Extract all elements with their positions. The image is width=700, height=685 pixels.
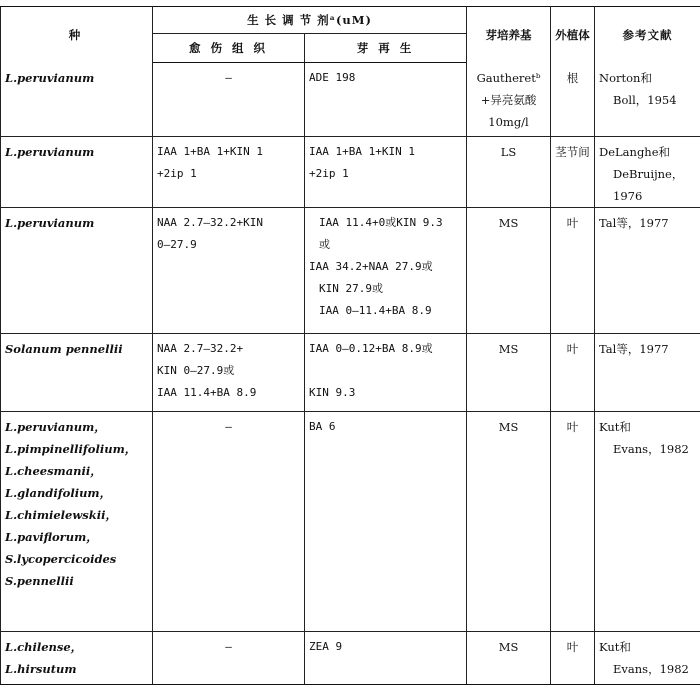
- table-row: [1, 63, 700, 137]
- cell-callus: [153, 208, 305, 334]
- callus-line: KIN 0—27.9或: [157, 364, 235, 377]
- cell-medium: [467, 334, 551, 412]
- medium-line: MS: [498, 420, 519, 434]
- shoot-line: IAA 0—0.12+BA 8.9或: [309, 342, 433, 355]
- cell-reference: [595, 63, 700, 137]
- explant-text: 叶: [566, 640, 579, 654]
- header-callus: 愈 伤 组 织: [153, 34, 305, 63]
- table-body: [1, 63, 700, 685]
- cell-shoot: [305, 412, 467, 632]
- species-line: L.hirsutum: [5, 662, 77, 676]
- cell-reference: [595, 208, 700, 334]
- shoot-line: +2ip 1: [309, 167, 349, 180]
- cell-reference: [595, 334, 700, 412]
- cell-species: [1, 208, 153, 334]
- table-row: [1, 137, 700, 208]
- cell-species: [1, 632, 153, 685]
- explant-text: 叶: [566, 216, 579, 230]
- reference-line: DeBruijne，1976: [613, 167, 684, 203]
- cell-medium: [467, 137, 551, 208]
- explant-text: 叶: [566, 342, 579, 356]
- medium-line: MS: [498, 342, 519, 356]
- reference-line: Kut和: [599, 420, 631, 434]
- shoot-line: IAA 34.2+NAA 27.9或: [309, 260, 433, 273]
- cell-species: [1, 412, 153, 632]
- medium-line: MS: [498, 216, 519, 230]
- shoot-line: 或: [319, 238, 330, 251]
- medium-line: LS: [500, 145, 517, 159]
- callus-line: NAA 2.7—32.2+: [157, 342, 244, 355]
- table-row: [1, 632, 700, 685]
- cell-species: [1, 137, 153, 208]
- reference-line: Evans，1982: [613, 442, 689, 456]
- shoot-line: [309, 360, 462, 382]
- species-line: L.peruvianum: [5, 145, 95, 159]
- regeneration-table: [0, 6, 700, 685]
- species-line: L.chimielewskii，: [5, 508, 117, 522]
- species-line: S.lycopercicoides: [5, 552, 117, 566]
- header-explant: 外植体: [551, 7, 595, 63]
- cell-species: [1, 63, 153, 137]
- explant-text: 茎节间: [555, 145, 590, 159]
- header-species: 种: [1, 7, 153, 63]
- cell-callus: [153, 412, 305, 632]
- shoot-line: ADE 198: [309, 71, 356, 84]
- cell-reference: [595, 412, 700, 632]
- cell-explant: [551, 208, 595, 334]
- reference-line: Tal等，1977: [599, 216, 669, 230]
- callus-line: IAA 11.4+BA 8.9: [157, 386, 257, 399]
- callus-line: +2ip 1: [157, 167, 197, 180]
- species-line: Solanum pennellii: [5, 342, 123, 356]
- species-line: L.peruvianum，: [5, 420, 106, 434]
- cell-shoot: [305, 63, 467, 137]
- medium-line: +异亮氨酸: [480, 92, 537, 107]
- reference-line: Norton和: [599, 70, 652, 85]
- cell-reference: [595, 137, 700, 208]
- species-line: L.pimpinellifolium，: [5, 442, 137, 456]
- shoot-line: IAA 1+BA 1+KIN 1: [309, 145, 415, 158]
- cell-medium: [467, 63, 551, 137]
- medium-line: Gautheretᵇ: [476, 70, 541, 85]
- callus-line: IAA 1+BA 1+KIN 1: [157, 145, 263, 158]
- header-reference: 参考文献: [595, 7, 700, 63]
- reference-line: Kut和: [599, 640, 631, 654]
- cell-medium: [467, 208, 551, 334]
- species-line: L.glandifolium，: [5, 486, 112, 500]
- cell-shoot: [305, 208, 467, 334]
- cell-explant: [551, 412, 595, 632]
- species-line: L.paviflorum，: [5, 530, 98, 544]
- shoot-line: KIN 27.9或: [319, 282, 383, 295]
- callus-line: 0—27.9: [157, 238, 197, 251]
- medium-line: MS: [498, 640, 519, 654]
- explant-text: 叶: [566, 420, 579, 434]
- cell-species: [1, 334, 153, 412]
- reference-line: DeLanghe和: [599, 145, 671, 159]
- cell-callus: [153, 334, 305, 412]
- header-medium: 芽培养基: [467, 7, 551, 63]
- species-line: S.pennellii: [5, 574, 74, 588]
- shoot-line: IAA 0—11.4+BA 8.9: [319, 304, 432, 317]
- cell-medium: [467, 632, 551, 685]
- shoot-line: IAA 11.4+0或KIN 9.3: [319, 216, 443, 229]
- cell-reference: [595, 632, 700, 685]
- species-line: L.peruvianum: [5, 216, 95, 230]
- cell-explant: [551, 632, 595, 685]
- cell-explant: [551, 63, 595, 137]
- cell-medium: [467, 412, 551, 632]
- cell-callus: [153, 632, 305, 685]
- table-row: [1, 208, 700, 334]
- cell-explant: [551, 334, 595, 412]
- table-row: [1, 412, 700, 632]
- shoot-line: KIN 9.3: [309, 386, 356, 399]
- cell-explant: [551, 137, 595, 208]
- callus-line: NAA 2.7—32.2+KIN: [157, 216, 263, 229]
- cell-shoot: [305, 137, 467, 208]
- reference-line: Boll，1954: [613, 92, 677, 107]
- shoot-line: BA 6: [309, 420, 336, 433]
- callus-line: —: [225, 420, 232, 433]
- table-row: [1, 334, 700, 412]
- cell-shoot: [305, 334, 467, 412]
- cell-callus: [153, 137, 305, 208]
- callus-line: —: [225, 640, 232, 653]
- cell-shoot: [305, 632, 467, 685]
- shoot-line: ZEA 9: [309, 640, 343, 653]
- explant-text: 根: [566, 70, 579, 85]
- cell-callus: [153, 63, 305, 137]
- callus-line: —: [225, 71, 232, 84]
- species-line: L.chilense，: [5, 640, 83, 654]
- header-shoot-regen: 芽 再 生: [305, 34, 467, 63]
- species-line: L.peruvianum: [5, 70, 95, 85]
- reference-line: Tal等，1977: [599, 342, 669, 356]
- header-growth-regulator: 生 长 调 节 剂ᵃ(uM): [153, 7, 467, 34]
- reference-line: Evans，1982: [613, 662, 689, 676]
- species-line: L.cheesmanii，: [5, 464, 102, 478]
- medium-line: 10mg/l: [488, 114, 529, 129]
